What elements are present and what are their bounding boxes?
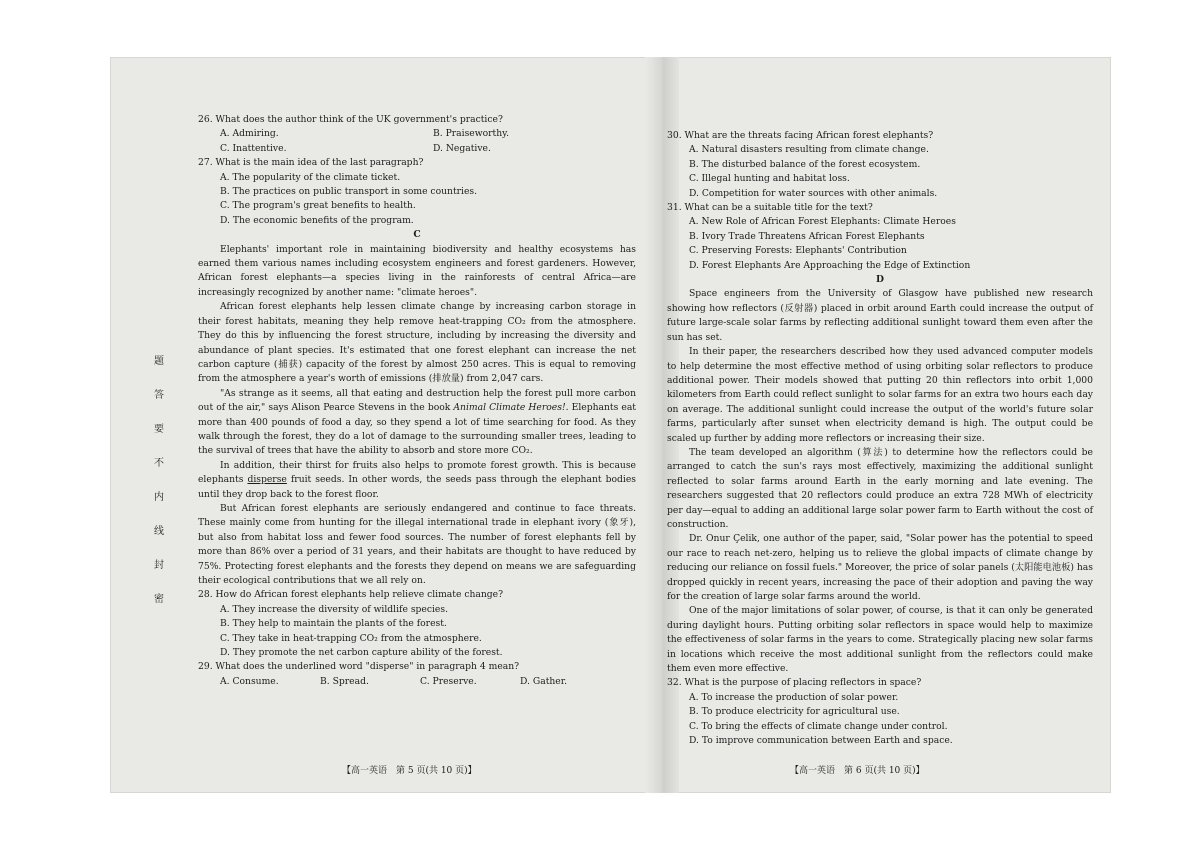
option: C. Inattentive. xyxy=(220,142,287,154)
option: A. Admiring. xyxy=(220,128,279,140)
option: B. They help to maintain the plants of the forest. xyxy=(220,618,447,630)
question-27: 27. What is the main idea of the last paragraph? xyxy=(198,157,424,169)
option: A. New Role of African Forest Elephants: Climate Heroes xyxy=(689,216,956,228)
paragraph-text: "As strange as it seems, all that eating and destruction help the forest pull more carbon out of the air," says Alison Pearce Stevens in the book xyxy=(198,387,636,414)
paragraph-text: fruit seeds. In other words, the seeds pass through the elephant bodies until they drop back to the forest floor. xyxy=(198,474,636,500)
margin-char: 不 xyxy=(154,458,164,469)
passage-d-paragraph-3: The team developed an algorithm (算法) to determine how the reflectors could be arranged to catch the sun's rays most effectively, maximizing the additional sunlight reflected to solar farms around Earth in the early morning and late evening. The researchers suggested that 20 reflectors could produce an extra 728 MWh of electricity per day—equal to adding an additional large solar power farm to Earth without the cost of construction. xyxy=(667,446,1093,530)
option: C. To bring the effects of climate change under control. xyxy=(689,720,948,732)
margin-char: 要 xyxy=(154,424,164,435)
margin-char: 线 xyxy=(154,526,164,537)
passage-d-paragraph-1: Space engineers from the University of Glasgow have published new research showing how reflectors (反射器) placed in orbit around Earth could increase the output of future large-scale solar farms by reflecting additional sunlight toward them even after the sun has set. xyxy=(667,288,1093,343)
section-heading-c: C xyxy=(413,229,421,241)
option: A. They increase the diversity of wildlife species. xyxy=(220,603,449,615)
question-28: 28. How do African forest elephants help relieve climate change? xyxy=(198,589,504,601)
option: D. Forest Elephants Are Approaching the Edge of Extinction xyxy=(689,259,971,271)
option: A. To increase the production of solar power. xyxy=(689,691,899,703)
margin-char: 封 xyxy=(154,560,164,571)
question-32: 32. What is the purpose of placing reflectors in space? xyxy=(667,677,922,689)
margin-char: 内 xyxy=(154,492,164,503)
question-30: 30. What are the threats facing African forest elephants? xyxy=(667,130,934,141)
question-26-options xyxy=(198,127,636,156)
binding-margin-note xyxy=(154,357,168,605)
option: D. To improve communication between Earth and space. xyxy=(689,735,953,747)
option: B. Spread. xyxy=(320,675,369,687)
option: C. Preserving Forests: Elephants' Contribution xyxy=(689,245,907,257)
question-26: 26. What does the author think of the UK government's practice? xyxy=(198,114,503,125)
passage-c-paragraph-4 xyxy=(198,459,636,502)
paragraph-text: . Elephants eat more than 400 pounds of food a day, so they spend a lot of time searching for food. As they walk through the forest, they do a lot of damage to the surrounding smaller trees, leading to the survival of trees that have the ability to absorb and store more CO₂. xyxy=(198,402,636,457)
passage-c-paragraph-1: Elephants' important role in maintaining biodiversity and healthy ecosystems has earned them various names including ecosystem engineers and forest gardeners. However, African forest elephants—a species living in the rainforests of central Africa—are increasingly recognized by another name: "climate heroes". xyxy=(198,243,636,298)
option: C. They take in heat-trapping CO₂ from the atmosphere. xyxy=(220,632,482,644)
option: D. Competition for water sources with other animals. xyxy=(689,187,938,199)
option: D. Gather. xyxy=(520,675,568,687)
question-31: 31. What can be a suitable title for the text? xyxy=(667,202,873,214)
exam-sheet xyxy=(110,57,1111,793)
book-title: Animal Climate Heroes! xyxy=(453,402,566,414)
margin-char: 密 xyxy=(154,594,164,605)
option: C. The program's great benefits to health. xyxy=(220,200,416,212)
option: D. Negative. xyxy=(433,142,491,154)
option: A. Natural disasters resulting from climate change. xyxy=(689,144,929,156)
question-29-options xyxy=(198,675,636,689)
option: A. The popularity of the climate ticket. xyxy=(220,171,401,183)
option: D. They promote the net carbon capture ability of the forest. xyxy=(220,647,503,659)
page-5-footer: 【高一英语 第 5 页(共 10 页)】 xyxy=(342,766,477,776)
option: B. The practices on public transport in some countries. xyxy=(220,186,478,198)
option: D. The economic benefits of the program. xyxy=(220,214,414,226)
option: B. The disturbed balance of the forest ecosystem. xyxy=(689,158,921,170)
option: C. Illegal hunting and habitat loss. xyxy=(689,173,850,185)
passage-c-paragraph-5: But African forest elephants are seriously endangered and continue to face threats. These mainly come from hunting for the illegal international trade in elephant ivory (象牙), but also from habitat loss and fewer food sources. The number of forest elephants fell by more than 86% over a period of 31 years, and their habitats are thought to have reduced by 75%. Protecting forest elephants and the forests they depend on means we are safeguarding their ecological contributions that we all rely on. xyxy=(198,502,636,586)
section-heading-d: D xyxy=(876,274,884,286)
option: A. Consume. xyxy=(220,675,279,687)
left-page-column xyxy=(198,113,636,689)
option: B. Praiseworthy. xyxy=(433,128,510,140)
margin-char: 答 xyxy=(154,390,164,401)
margin-char: 题 xyxy=(154,356,164,367)
passage-d-paragraph-4: Dr. Onur Çelik, one author of the paper, said, "Solar power has the potential to speed our race to reach net-zero, helping us to relieve the global impacts of climate change by reducing our reliance on fossil fuels." Moreover, the price of solar panels (太阳能电池板) has dropped quickly in recent years, increasing the pace of their adoption and paving the way for the creation of large solar farms around the world. xyxy=(667,533,1093,602)
right-page-column xyxy=(667,129,1093,748)
underlined-word: disperse xyxy=(247,474,287,486)
page-6-footer: 【高一英语 第 6 页(共 10 页)】 xyxy=(790,766,925,776)
passage-c-paragraph-3 xyxy=(198,387,636,459)
passage-d-paragraph-2: In their paper, the researchers described how they used advanced computer models to help determine the most effective method of using orbiting solar reflectors to produce additional power. Their models showed that putting 20 thin reflectors into orbit 1,000 kilometers from Earth could reflect sunlight to solar farms for an extra two hours each day on average. The additional sunlight could increase the output of the world's future solar farms, particularly after sunset when electricity demand is high. The output could be scaled up further by adding more reflectors or increasing their size. xyxy=(667,346,1093,444)
question-29: 29. What does the underlined word "disperse" in paragraph 4 mean? xyxy=(198,661,520,673)
option: B. To produce electricity for agricultural use. xyxy=(689,706,900,718)
passage-c-paragraph-2: African forest elephants help lessen climate change by increasing carbon storage in their forest habitats, meaning they help remove heat-trapping CO₂ from the atmosphere. They do this by influencing the forest structure, including by increasing the diversity and abundance of plant species. It's estimated that one forest elephant can increase the net carbon capture (捕获) capacity of the forest by almost 250 acres. This is equal to removing from the atmosphere a year's worth of emissions (排放量) from 2,047 cars. xyxy=(198,301,636,385)
paragraph-text: In addition, their thirst for fruits also helps to promote forest growth. This is because elephants xyxy=(198,459,636,486)
option: C. Preserve. xyxy=(420,675,477,687)
option: B. Ivory Trade Threatens African Forest Elephants xyxy=(689,230,925,242)
passage-d-paragraph-5: One of the major limitations of solar power, of course, is that it can only be generated during daylight hours. Putting orbiting solar reflectors in space would help to maximize the effectiveness of solar farms in the years to come. Strategically placing new solar farms in locations which receive the most additional sunlight from the reflectors could make them even more effective. xyxy=(667,605,1093,675)
